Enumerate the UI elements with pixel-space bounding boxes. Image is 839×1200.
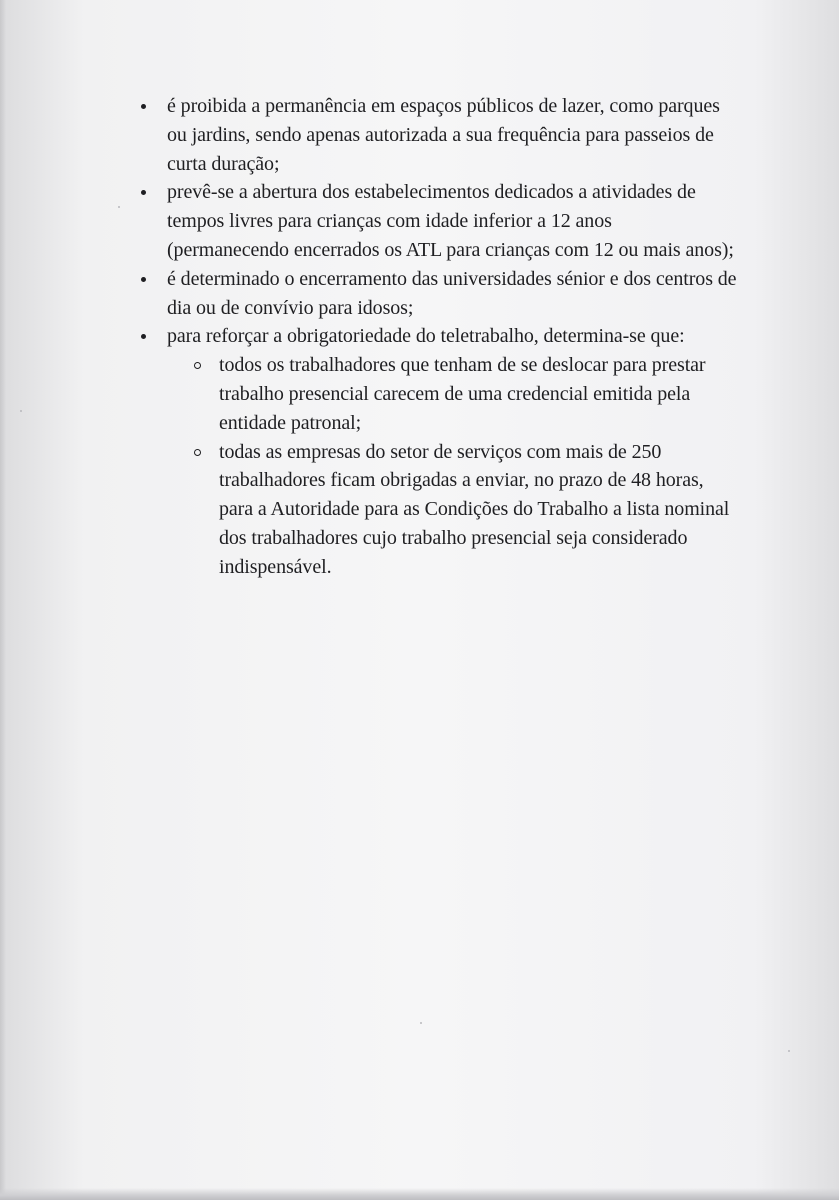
scan-edge-bottom (0, 1188, 839, 1200)
scan-speck (788, 1050, 790, 1052)
sub-list-item-text: todas as empresas do setor de serviços com mais de 250 trabalhadores ficam obrigadas a enviar, no prazo de 48 horas, para a Autoridade para as Condições do Trabalho a lista nominal dos trabalhadores cujo trabalho presencial seja considerado indispensável. (219, 440, 730, 578)
sub-list-item (167, 438, 737, 582)
list-item-text: é determinado o encerramento das universidades sénior e dos centros de dia ou de convívio para idosos; (167, 267, 737, 319)
bullet-icon (141, 277, 146, 282)
list-item (137, 322, 737, 581)
list-item (137, 92, 737, 178)
bullet-icon (141, 334, 146, 339)
circle-bullet-icon (194, 362, 201, 369)
list-item-text: para reforçar a obrigatoriedade do teletrabalho, determina-se que: (167, 325, 685, 348)
bullet-icon (141, 104, 146, 109)
list-item (137, 265, 737, 323)
scan-shadow-left (0, 0, 6, 1200)
document-body (137, 92, 737, 582)
sub-list-item-text: todos os trabalhadores que tenham de se deslocar para prestar trabalho presencial carecem de uma credencial emitida pela entidade patronal; (219, 354, 706, 434)
scan-speck (118, 206, 120, 208)
scan-speck (20, 410, 22, 412)
list-item (137, 178, 737, 264)
list-item-text: prevê-se a abertura dos estabelecimentos dedicados a atividades de tempos livres para crianças com idade inferior a 12 anos (permanecendo encerrados os ATL para crianças com 12 ou mais anos); (167, 181, 734, 261)
circle-bullet-icon (194, 449, 201, 456)
sub-bullet-list (167, 351, 737, 581)
scan-speck (420, 1022, 422, 1024)
bullet-icon (141, 190, 146, 195)
bullet-list (137, 92, 737, 582)
sub-list-item (167, 351, 737, 437)
list-item-text: é proibida a permanência em espaços públicos de lazer, como parques ou jardins, sendo apenas autorizada a sua frequência para passeios de curta duração; (167, 95, 720, 175)
